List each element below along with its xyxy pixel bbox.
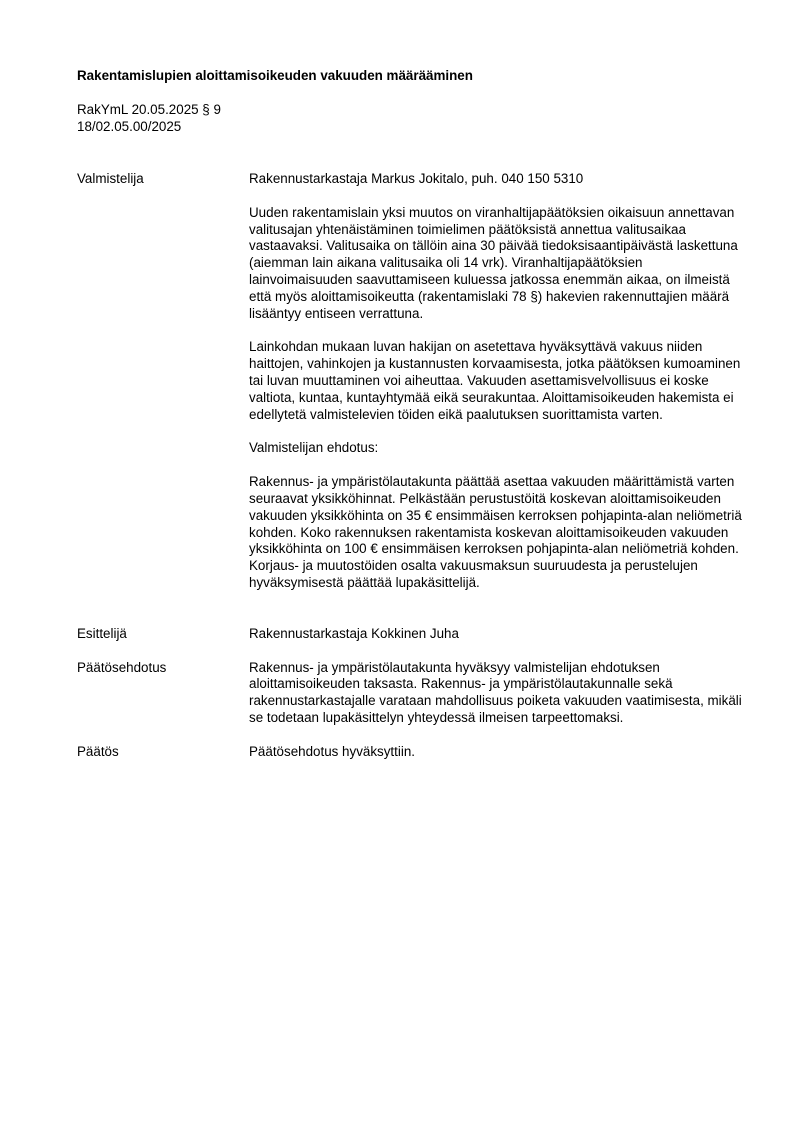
document-page [77,67,747,761]
section-label-esittelija: Esittelijä [77,625,127,641]
proposal-heading: Valmistelijan ehdotus: [249,440,379,456]
preparer-contact: Rakennustarkastaja Markus Jokitalo, puh. 040 150 5310 [249,171,584,186]
section-paatosehdotus [77,660,747,727]
section-valmistelija [77,171,747,592]
section-label-paatosehdotus: Päätösehdotus [77,659,167,675]
meeting-reference: RakYmL 20.05.2025 § 9 [77,102,221,117]
document-title: Rakentamislupien aloittamisoikeuden vakuuden määrääminen [77,68,473,83]
section-content-valmistelija [249,171,747,592]
document-reference [77,101,747,135]
section-content-paatosehdotus: Rakennus- ja ympäristölautakunta hyväksyy valmistelijan ehdotuksen aloittamisoikeuden taksasta. Rakennus- ja ympäristölautakunnalle sekä rakennustarkastajalle varataan mahdollisuus poiketa vakuuden vaatimisesta, mikäli se todetaan lupakäsittelyn yhteydessä ilmeisen tarpeettomaksi. [249,659,742,725]
section-label-valmistelija: Valmistelija [77,171,144,186]
case-number: 18/02.05.00/2025 [77,119,182,134]
section-label-paatos: Päätös [77,743,119,759]
section-esittelija [77,626,747,643]
section-content-paatos: Päätösehdotus hyväksyttiin. [249,743,415,759]
section-paatos [77,744,747,761]
proposal-paragraph: Rakennus- ja ympäristölautakunta päättää asettaa vakuuden määrittämistä varten seuraavat yksikköhinnat. Pelkästään perustustöitä koskevan aloittamisoikeuden vakuuden yksikköhinta on 35 € ensimmäisen kerroksen pohjapinta-alan neliömetriä kohden. Koko rakennuksen rakentamista koskevan aloittamisoikeuden vakuuden yksikköhinta on 100 € ensimmäisen kerroksen pohjapinta-alan neliömetriä kohden. Korjaus- ja muutostöiden osalta vakuusmaksun suuruudesta ja perustelujen hyväksymisestä päättää lupakäsittelijä. [249,474,742,590]
section-content-esittelija: Rakennustarkastaja Kokkinen Juha [249,625,459,641]
background-paragraph: Uuden rakentamislain yksi muutos on viranhaltijapäätöksien oikaisuun annettavan valitusajan yhtenäistäminen toimielimen päätöksistä annettua valitusaikaa vastaavaksi. Valitusaika on tällöin aina 30 päivää tiedoksisaantipäivästä laskettuna (aiemman lain aikana valitusaika oli 14 vrk). Viranhaltijapäätöksien lainvoimaisuuden saavuttamiseen kuluessa jatkossa enemmän aikaa, on ilmeistä että myös aloittamisoikeutta (rakentamislaki 78 §) hakevien rakennuttajien määrä lisääntyy entiseen verrattuna. [249,204,738,321]
legal-basis-paragraph: Lainkohdan mukaan luvan hakijan on asetettava hyväksyttävä vakuus niiden haittojen, vahinkojen ja kustannusten korvaamisesta, jotka päätöksen kumoaminen tai luvan muuttaminen voi aiheuttaa. Vakuuden asettamisvelvollisuus ei koske valtiota, kuntaa, kuntayhtymää eikä seurakuntaa. Aloittamisoikeuden hakemista ei edellytetä valmistelevien töiden eikä paalutuksen suorittamista varten. [249,339,741,422]
